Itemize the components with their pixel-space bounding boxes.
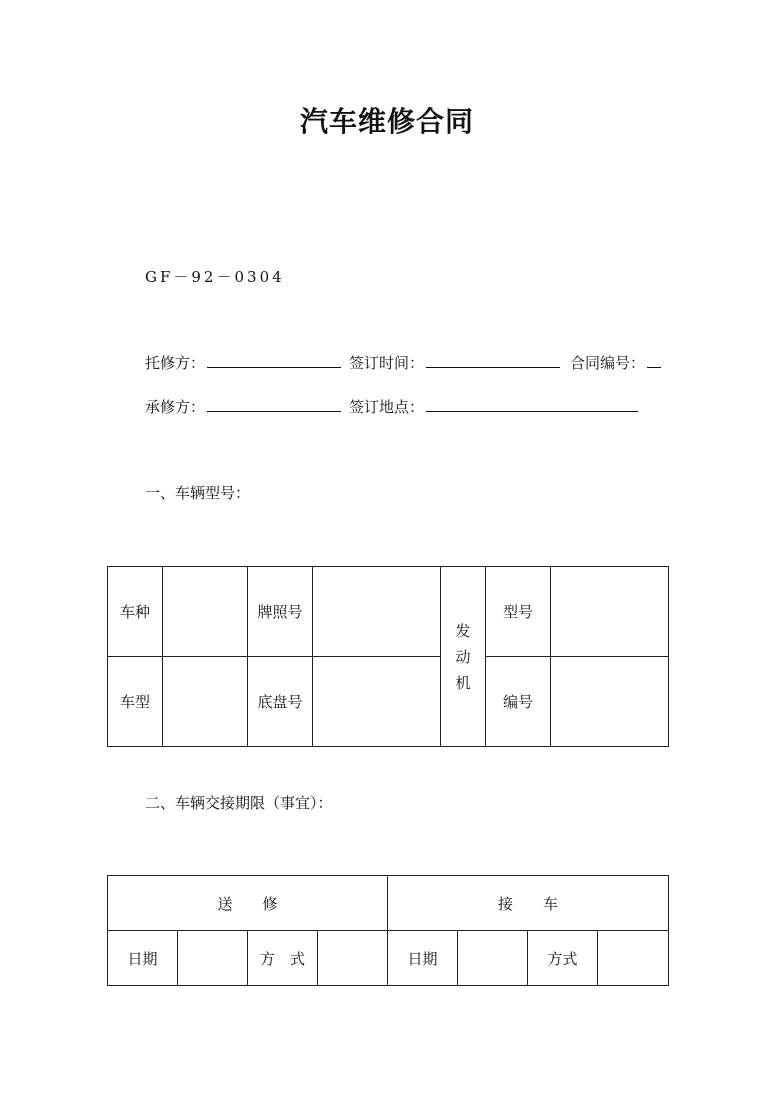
pick-up-header: 接 车 <box>388 876 669 931</box>
engine-model-cell[interactable] <box>551 567 669 657</box>
contractor-blank[interactable] <box>207 397 341 412</box>
send-date-label: 日期 <box>108 931 178 986</box>
engine-number-cell[interactable] <box>551 657 669 747</box>
engine-model-label: 型号 <box>486 567 551 657</box>
contract-no-blank[interactable] <box>647 353 661 368</box>
send-method-label: 方 式 <box>248 931 318 986</box>
sign-time-label: 签订时间： <box>349 354 425 372</box>
send-date-cell[interactable] <box>178 931 248 986</box>
sign-place-label: 签订地点： <box>349 398 425 416</box>
contractor-label: 承修方： <box>145 398 206 416</box>
send-method-cell[interactable] <box>318 931 388 986</box>
vehicle-table <box>107 566 669 747</box>
engine-label <box>441 567 486 747</box>
sign-time-field <box>349 352 560 373</box>
engine-char-2: 动 <box>455 647 471 666</box>
engine-char-3: 机 <box>455 673 471 692</box>
section1-heading: 一、车辆型号： <box>145 484 251 502</box>
client-blank[interactable] <box>207 353 341 368</box>
sign-time-blank[interactable] <box>426 353 560 368</box>
vehicle-type-label: 车种 <box>108 567 163 657</box>
pickup-method-cell[interactable] <box>598 931 669 986</box>
contract-no-field <box>570 352 661 373</box>
plate-no-label: 牌照号 <box>248 567 313 657</box>
chassis-no-cell[interactable] <box>313 657 441 747</box>
handover-table <box>107 875 669 986</box>
car-model-label: 车型 <box>108 657 163 747</box>
pickup-method-label: 方式 <box>528 931 598 986</box>
contract-no-label: 合同编号： <box>570 354 646 372</box>
pickup-date-label: 日期 <box>388 931 458 986</box>
chassis-no-label: 底盘号 <box>248 657 313 747</box>
pickup-date-cell[interactable] <box>458 931 528 986</box>
section2-heading: 二、车辆交接期限（事宜）： <box>145 794 333 812</box>
document-code: GF－92－0304 <box>145 268 285 286</box>
sign-place-field <box>349 396 638 417</box>
vehicle-type-cell[interactable] <box>163 567 248 657</box>
client-label: 托修方： <box>145 354 206 372</box>
document-title: 汽车维修合同 <box>299 105 474 138</box>
plate-no-cell[interactable] <box>313 567 441 657</box>
engine-char-1: 发 <box>455 621 471 640</box>
client-field <box>145 352 341 373</box>
car-model-cell[interactable] <box>163 657 248 747</box>
send-repair-header: 送 修 <box>108 876 388 931</box>
engine-number-label: 编号 <box>486 657 551 747</box>
sign-place-blank[interactable] <box>426 397 638 412</box>
contractor-field <box>145 396 341 417</box>
